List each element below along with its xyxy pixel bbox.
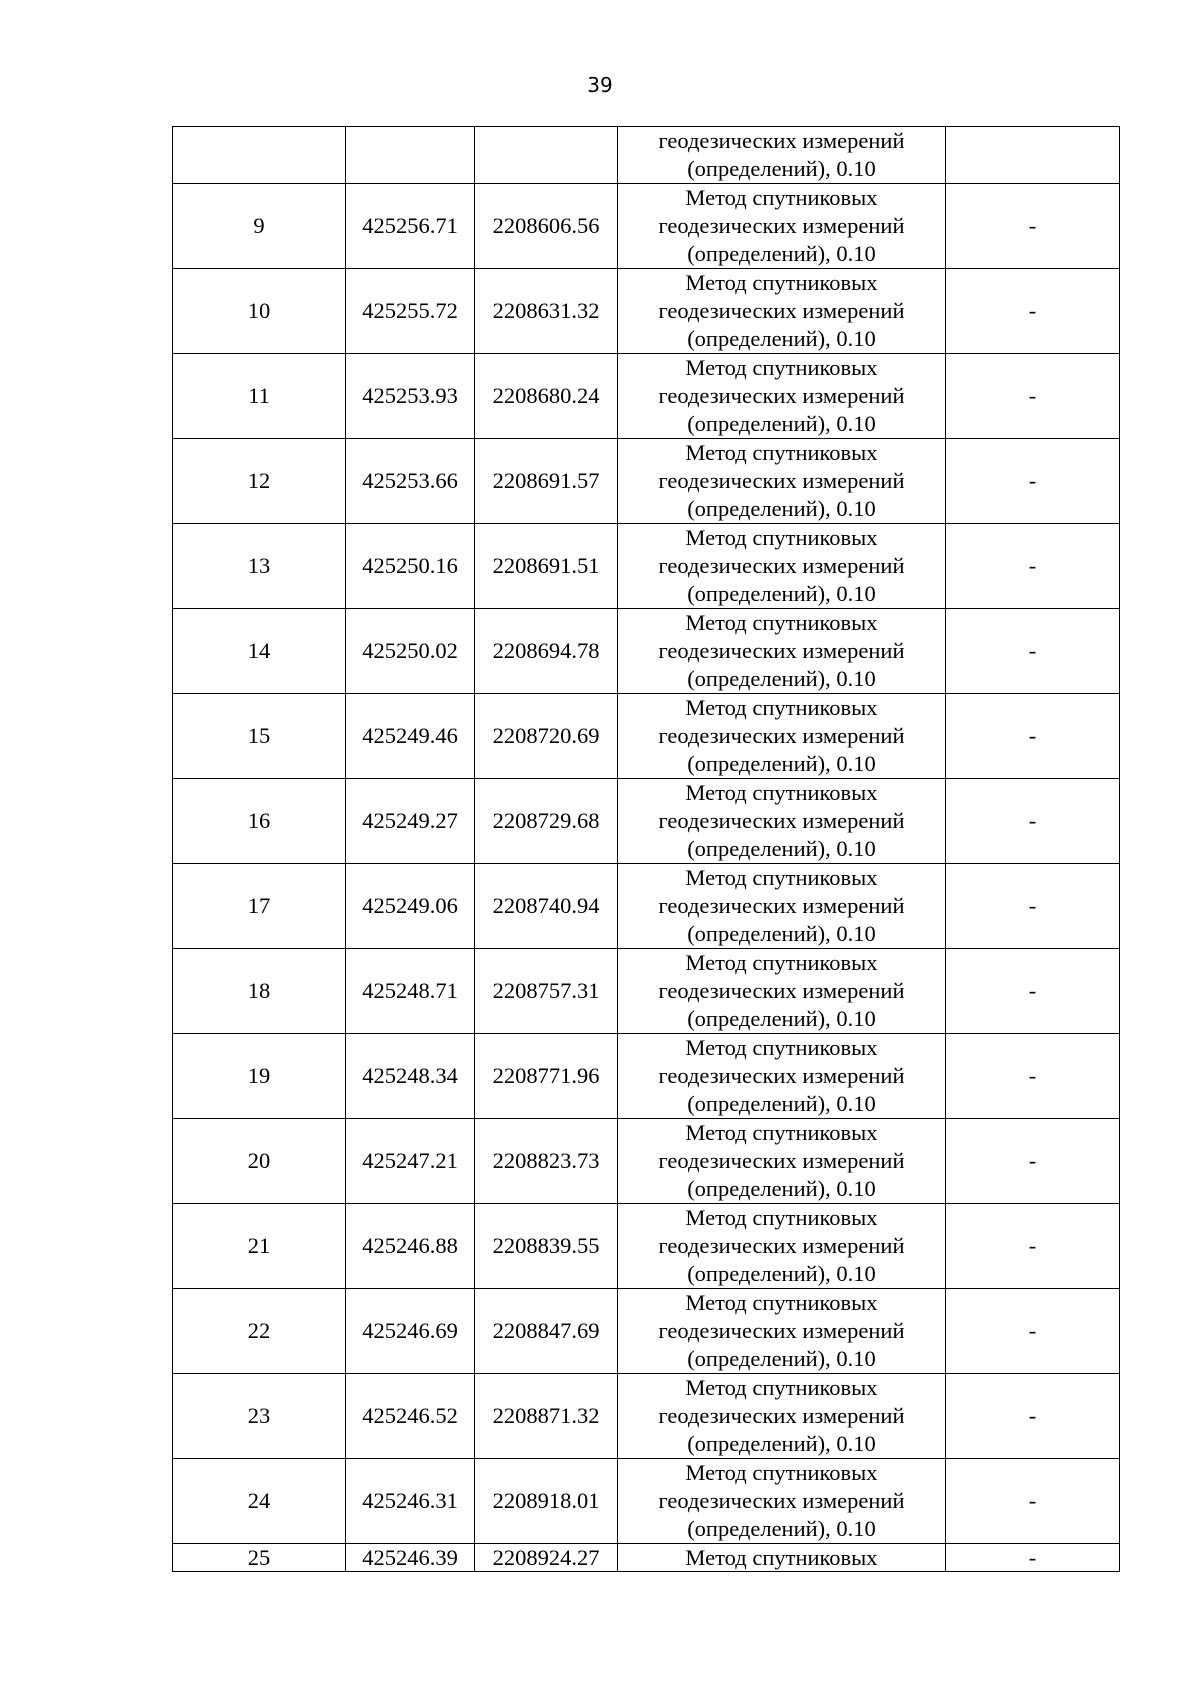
cell-method: Метод спутниковых геодезических измерений (определений), 0.10 [618,439,946,524]
table-row [173,354,1120,439]
table-row [173,269,1120,354]
table-row [173,1459,1120,1544]
cell-num: 17 [173,864,346,949]
cell-y: 2208771.96 [475,1034,618,1119]
cell-method: Метод спутниковых [618,1544,946,1572]
cell-note: - [946,1204,1120,1289]
cell-method: геодезических измерений (определений), 0.10 [618,127,946,184]
table-row [173,1204,1120,1289]
cell-method: Метод спутниковых геодезических измерений (определений), 0.10 [618,864,946,949]
cell-num: 18 [173,949,346,1034]
cell-note: - [946,184,1120,269]
cell-y [475,127,618,184]
cell-y: 2208871.32 [475,1374,618,1459]
cell-y: 2208924.27 [475,1544,618,1572]
table-row [173,1034,1120,1119]
cell-method: Метод спутниковых геодезических измерений (определений), 0.10 [618,354,946,439]
table-row [173,1374,1120,1459]
cell-x: 425250.16 [346,524,475,609]
cell-y: 2208729.68 [475,779,618,864]
cell-note: - [946,609,1120,694]
table-row [173,524,1120,609]
cell-note: - [946,1374,1120,1459]
cell-y: 2208720.69 [475,694,618,779]
cell-x: 425256.71 [346,184,475,269]
cell-x: 425249.46 [346,694,475,779]
cell-num: 20 [173,1119,346,1204]
cell-x: 425250.02 [346,609,475,694]
cell-method: Метод спутниковых геодезических измерений (определений), 0.10 [618,184,946,269]
cell-method: Метод спутниковых геодезических измерений (определений), 0.10 [618,269,946,354]
page-number: 39 [587,73,613,97]
cell-x: 425246.39 [346,1544,475,1572]
table-row [173,864,1120,949]
cell-note: - [946,269,1120,354]
cell-method: Метод спутниковых геодезических измерений (определений), 0.10 [618,1204,946,1289]
cell-note: - [946,864,1120,949]
cell-note: - [946,439,1120,524]
cell-num: 16 [173,779,346,864]
cell-num: 10 [173,269,346,354]
coordinates-table [172,126,1120,1572]
cell-method: Метод спутниковых геодезических измерений (определений), 0.10 [618,1459,946,1544]
cell-x: 425249.27 [346,779,475,864]
cell-method: Метод спутниковых геодезических измерений (определений), 0.10 [618,1289,946,1374]
table-row [173,439,1120,524]
cell-x: 425249.06 [346,864,475,949]
cell-x: 425253.93 [346,354,475,439]
table-row [173,1289,1120,1374]
coordinates-table-body [173,127,1120,1572]
cell-num: 19 [173,1034,346,1119]
cell-num [173,127,346,184]
cell-x: 425253.66 [346,439,475,524]
table-row [173,609,1120,694]
table-row [173,949,1120,1034]
cell-x: 425248.71 [346,949,475,1034]
cell-x: 425246.88 [346,1204,475,1289]
cell-num: 21 [173,1204,346,1289]
cell-method: Метод спутниковых геодезических измерений (определений), 0.10 [618,524,946,609]
cell-method: Метод спутниковых геодезических измерений (определений), 0.10 [618,949,946,1034]
cell-note: - [946,354,1120,439]
table-row [173,694,1120,779]
cell-y: 2208757.31 [475,949,618,1034]
cell-note: - [946,949,1120,1034]
cell-x [346,127,475,184]
cell-x: 425246.52 [346,1374,475,1459]
cell-x: 425247.21 [346,1119,475,1204]
cell-num: 22 [173,1289,346,1374]
cell-y: 2208691.57 [475,439,618,524]
cell-method: Метод спутниковых геодезических измерений (определений), 0.10 [618,609,946,694]
cell-note: - [946,1459,1120,1544]
table-row [173,1119,1120,1204]
cell-y: 2208839.55 [475,1204,618,1289]
cell-method: Метод спутниковых геодезических измерений (определений), 0.10 [618,1119,946,1204]
table-row-continuation [173,127,1120,184]
cell-y: 2208918.01 [475,1459,618,1544]
cell-num: 12 [173,439,346,524]
cell-y: 2208847.69 [475,1289,618,1374]
cell-y: 2208631.32 [475,269,618,354]
cell-y: 2208823.73 [475,1119,618,1204]
cell-method: Метод спутниковых геодезических измерений (определений), 0.10 [618,694,946,779]
table-row [173,1544,1120,1572]
cell-y: 2208740.94 [475,864,618,949]
table-row [173,779,1120,864]
cell-y: 2208691.51 [475,524,618,609]
cell-note: - [946,694,1120,779]
cell-note: - [946,779,1120,864]
cell-x: 425248.34 [346,1034,475,1119]
cell-x: 425246.69 [346,1289,475,1374]
cell-num: 23 [173,1374,346,1459]
cell-note: - [946,1034,1120,1119]
cell-note [946,127,1120,184]
cell-num: 24 [173,1459,346,1544]
cell-method: Метод спутниковых геодезических измерений (определений), 0.10 [618,779,946,864]
cell-y: 2208680.24 [475,354,618,439]
cell-num: 11 [173,354,346,439]
cell-y: 2208694.78 [475,609,618,694]
cell-y: 2208606.56 [475,184,618,269]
cell-num: 25 [173,1544,346,1572]
cell-note: - [946,1289,1120,1374]
table-row [173,184,1120,269]
cell-num: 9 [173,184,346,269]
cell-x: 425255.72 [346,269,475,354]
cell-num: 14 [173,609,346,694]
cell-method: Метод спутниковых геодезических измерений (определений), 0.10 [618,1374,946,1459]
cell-note: - [946,524,1120,609]
cell-method: Метод спутниковых геодезических измерений (определений), 0.10 [618,1034,946,1119]
cell-note: - [946,1119,1120,1204]
cell-x: 425246.31 [346,1459,475,1544]
cell-note: - [946,1544,1120,1572]
cell-num: 15 [173,694,346,779]
cell-num: 13 [173,524,346,609]
